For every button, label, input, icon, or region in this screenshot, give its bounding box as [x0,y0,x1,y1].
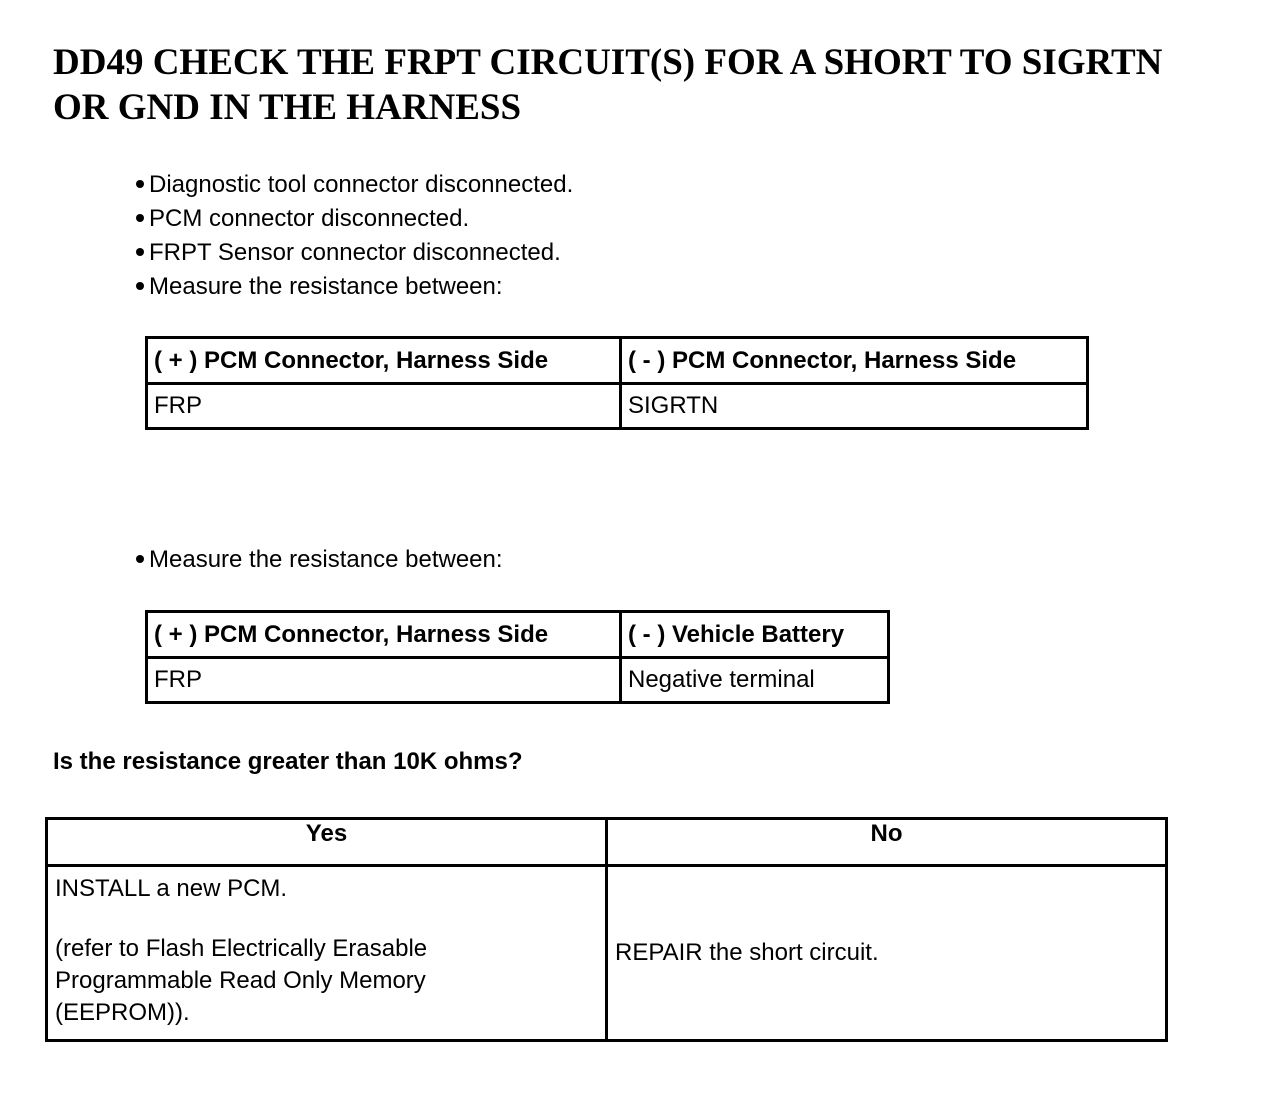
bullet-icon [136,282,144,290]
yes-header: Yes [47,819,607,866]
title-line-1: DD49 CHECK THE FRPT CIRCUIT(S) FOR A SHORT TO SIGRTN [53,42,1163,83]
table-row [47,866,1167,1041]
list-item-text: Diagnostic tool connector disconnected. [149,171,574,198]
table-cell: FRP [147,658,621,703]
yes-reference-line: (EEPROM)). [55,999,190,1026]
table-header-row [147,338,1088,384]
bullet-icon [136,180,144,188]
list-item [136,543,503,577]
table-cell: SIGRTN [621,384,1088,429]
question-text: Is the resistance greater than 10K ohms? [53,748,523,775]
list-item [136,236,573,270]
table-cell: FRP [147,384,621,429]
bullet-icon [136,248,144,256]
bullet-icon [136,214,144,222]
table-row [147,658,889,703]
title-line-2: OR GND IN THE HARNESS [53,87,522,128]
column-header: ( - ) PCM Connector, Harness Side [621,338,1088,384]
yes-reference-line: Programmable Read Only Memory [55,967,426,994]
list-item [136,168,573,202]
no-header: No [607,819,1167,866]
column-header: ( + ) PCM Connector, Harness Side [147,612,621,658]
measurement-table-2 [145,610,890,704]
result-table [45,817,1168,1042]
list-item-text: FRPT Sensor connector disconnected. [149,239,561,266]
list-item-text: Measure the resistance between: [149,546,503,573]
yes-cell [47,866,607,1041]
list-item-text: Measure the resistance between: [149,273,503,300]
page-title [53,40,1253,130]
table-cell: Negative terminal [621,658,889,703]
list-item [136,202,573,236]
list-item-text: PCM connector disconnected. [149,205,470,232]
table-header-row [147,612,889,658]
bullet-icon [136,555,144,563]
column-header: ( + ) PCM Connector, Harness Side [147,338,621,384]
no-cell: REPAIR the short circuit. [607,866,1167,1041]
column-header: ( - ) Vehicle Battery [621,612,889,658]
table-row [147,384,1088,429]
yes-reference-line: (refer to Flash Electrically Erasable [55,935,428,962]
step-list [136,543,503,577]
table-header-row [47,819,1167,866]
list-item [136,270,573,304]
measurement-table-1 [145,336,1089,430]
condition-list [136,168,573,304]
yes-action: INSTALL a new PCM. [55,875,288,902]
